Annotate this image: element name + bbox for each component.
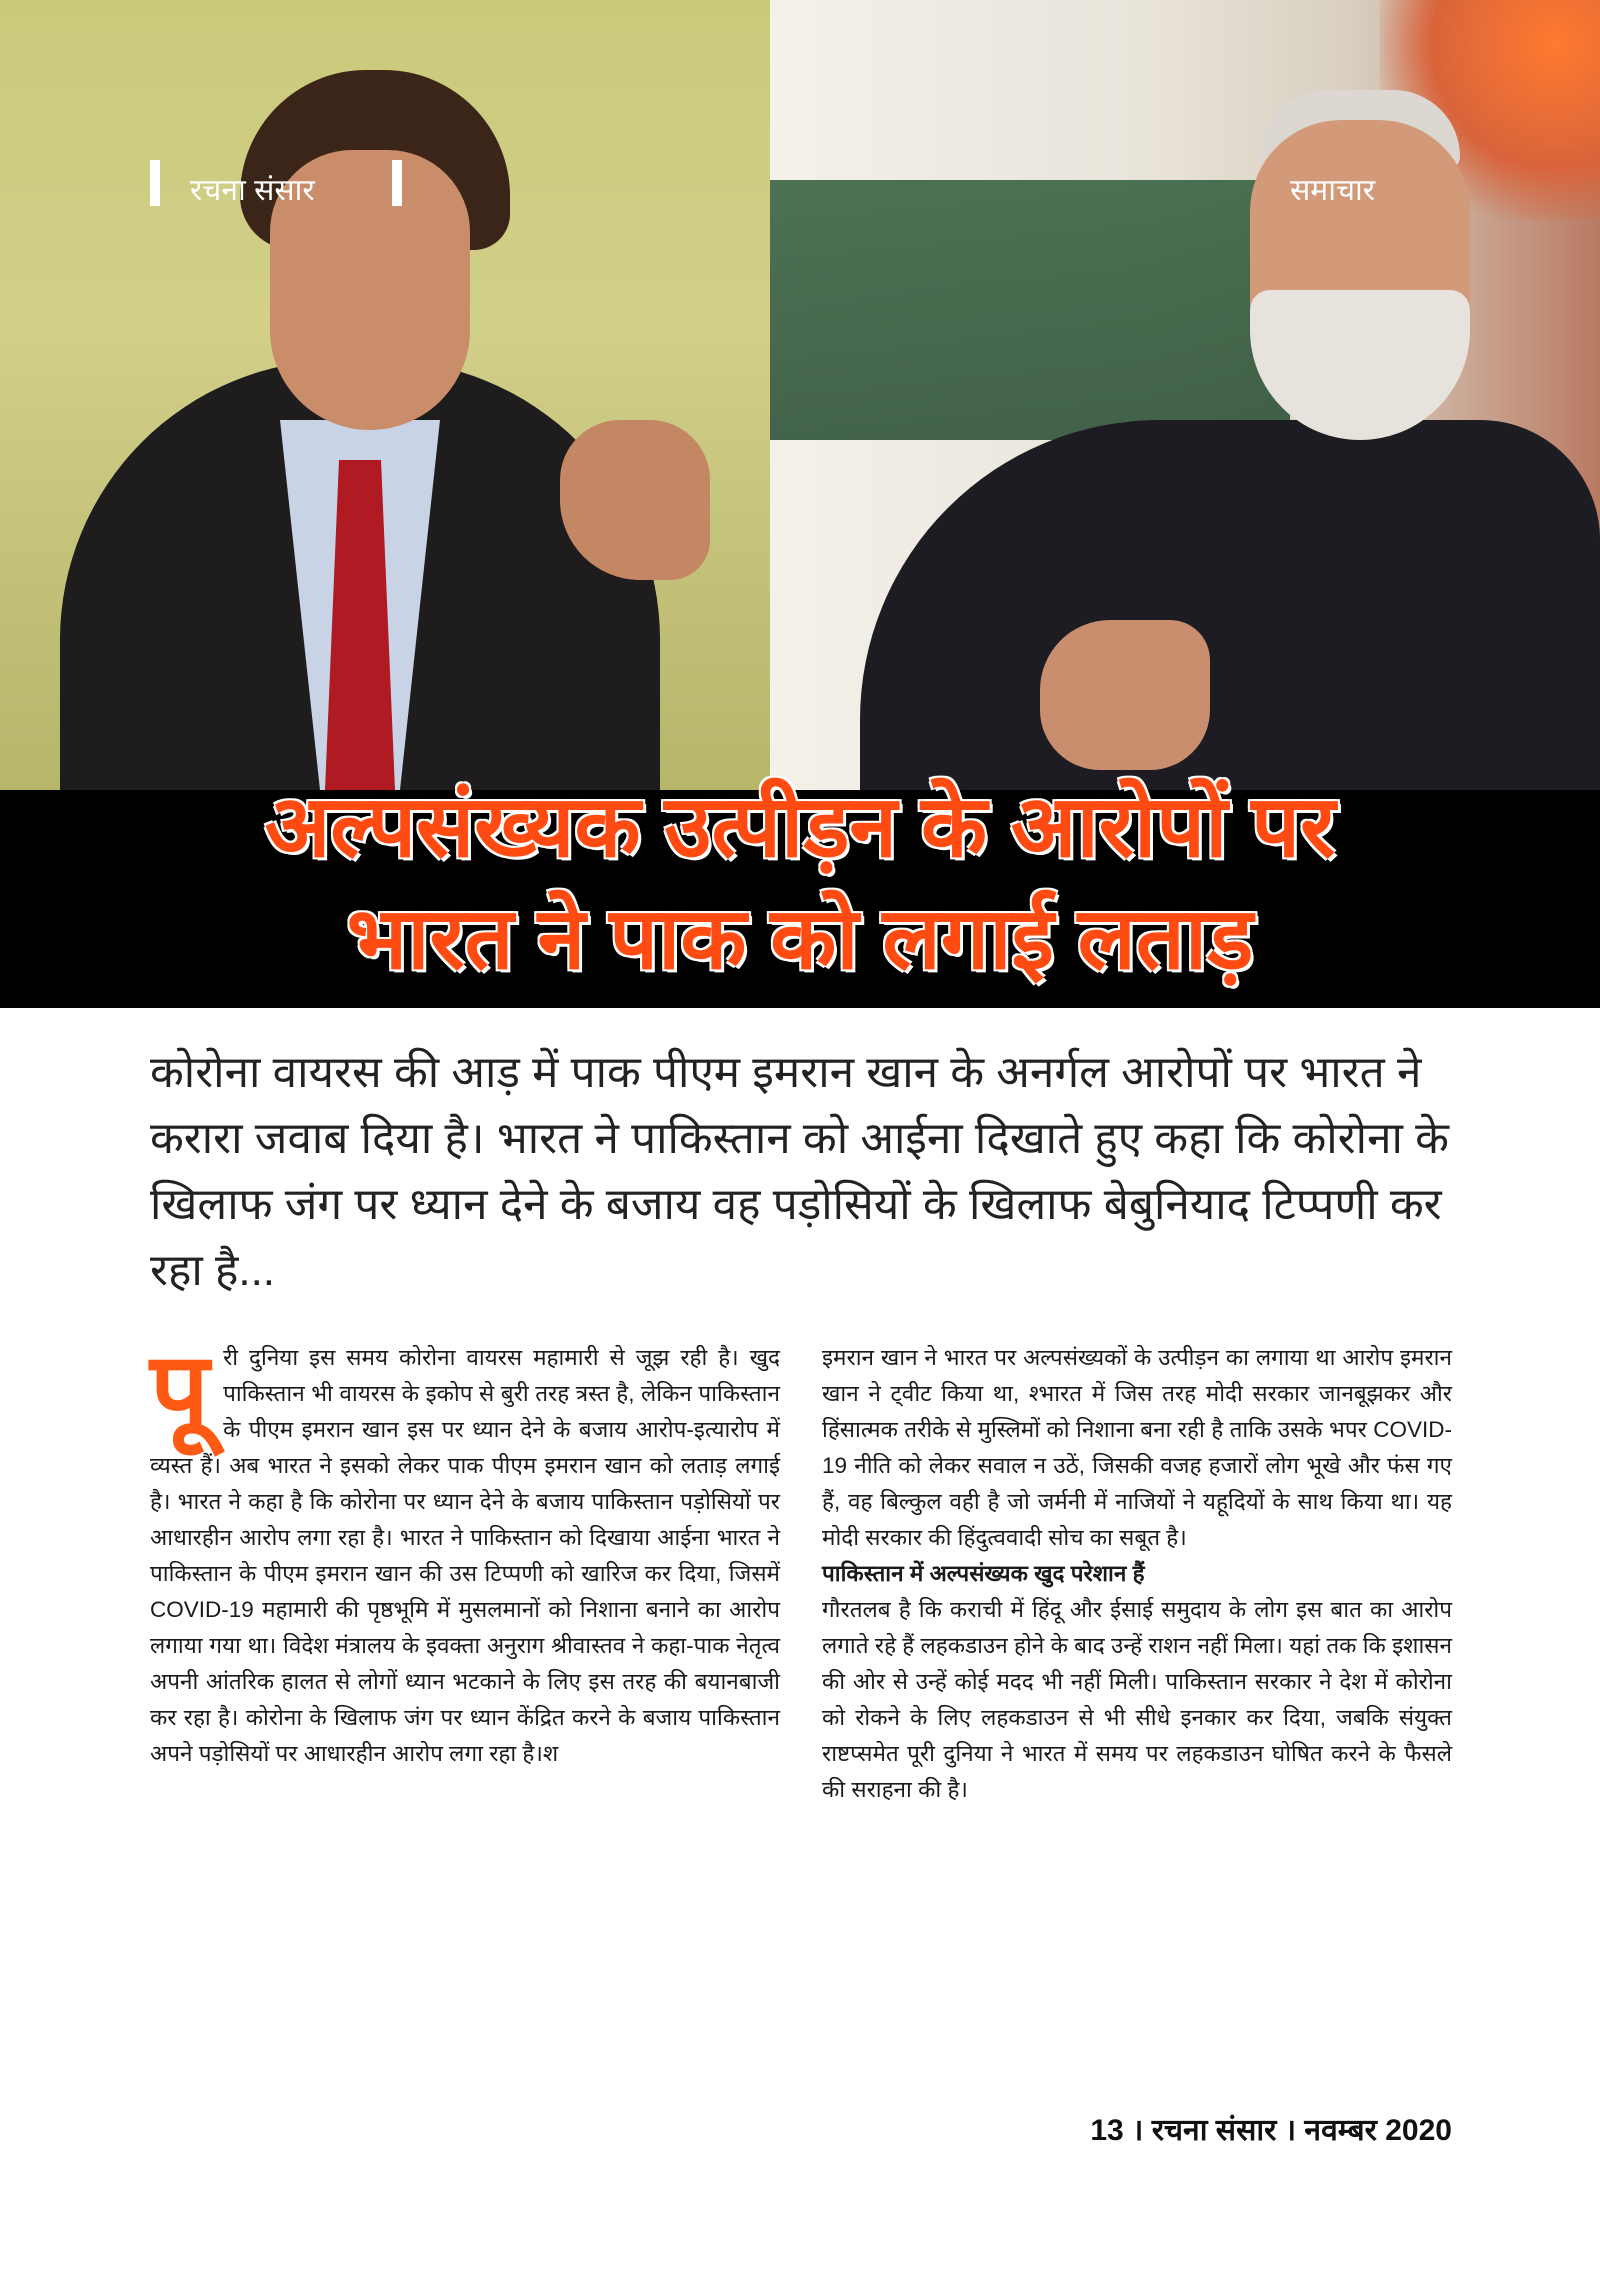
- section-label-left: रचना संसार: [190, 174, 315, 207]
- right-figure-hand: [1040, 620, 1210, 770]
- article-column-right: [822, 1340, 1452, 1808]
- flag-green-band: [770, 180, 1290, 440]
- intro-deck: कोरोना वायरस की आड़ में पाक पीएम इमरान खान के अनर्गल आरोपों पर भारत ने करारा जवाब दिया है। भारत ने पाकिस्तान को आईना दिखाते हुए कहा कि कोरोना के खिलाफ जंग पर ध्यान देने के बजाय वह पड़ोसियों के खिलाफ बेबुनियाद टिप्पणी कर रहा है...: [150, 1048, 1449, 1295]
- headline-line-2: भारत ने पाक को लगाई लताड़: [346, 891, 1254, 987]
- section-bar-right: [392, 160, 402, 206]
- page-footer: 13 । रचना संसार । नवम्बर 2020: [1090, 2114, 1452, 2147]
- dropcap: पू: [150, 1333, 210, 1449]
- right-column-subhead: पाकिस्तान में अल्पसंख्यक खुद परेशान हैं: [822, 1561, 1145, 1586]
- hero-photo: [0, 0, 1600, 790]
- left-figure-hand: [560, 420, 710, 580]
- section-label-right: समाचार: [1290, 174, 1376, 207]
- section-bar-left: [150, 160, 160, 206]
- headline-line-1: अल्पसंख्यक उत्पीड़न के आरोपों पर: [264, 779, 1336, 875]
- article-column-left: [150, 1333, 780, 1772]
- right-column-paragraph-2: गौरतलब है कि कराची में हिंदू और ईसाई समुदाय के लोग इस बात का आरोप लगाते रहे हैं लहकडाउन होने के बाद उन्हें राशन नहीं मिला। यहां तक कि इशासन की ओर से उन्हें कोई मदद भी नहीं मिली। पाकिस्तान सरकार ने देश में कोरोना को रोकने के लिए लहकडाउन से भी सीधे इनकार कर दिया, जबकि संयुक्त राष्टप्समेत पूरी दुनिया ने भारत में समय पर लहकडाउन घोषित करने के फैसले की सराहना की है।: [822, 1597, 1452, 1802]
- left-column-text: री दुनिया इस समय कोरोना वायरस महामारी से जूझ रही है। खुद पाकिस्तान भी वायरस के इकोप से बुरी तरह त्रस्त है, लेकिन पाकिस्तान के पीएम इमरान खान इस पर ध्यान देने के बजाय आरोप-इत्यारोप में व्यस्त हैं। अब भारत ने इसको लेकर पाक पीएम इमरान खान को लताड़ लगाई है। भारत ने कहा है कि कोरोना पर ध्यान देने के बजाय पाकिस्तान पड़ोसियों पर आधारहीन आरोप लगा रहा है। भारत ने पाकिस्तान को दिखाया आईना भारत ने पाकिस्तान के पीएम इमरान खान की उस टिप्पणी को खारिज कर दिया, जिसमें COVID-19 महामारी की पृष्ठभूमि में मुसलमानों को निशाना बनाने का आरोप लगाया गया था। विदेश मंत्रालय के इवक्ता अनुराग श्रीवास्तव ने कहा-पाक नेतृत्व अपनी आंतरिक हालत से लोगों ध्यान भटकाने के लिए इस तरह की बयानबाजी कर रहा है। कोरोना के खिलाफ जंग पर ध्यान केंद्रित करने के बजाय पाकिस्तान अपने पड़ोसियों पर आधारहीन आरोप लगा रहा है।श: [150, 1345, 780, 1766]
- right-column-paragraph-1: इमरान खान ने भारत पर अल्पसंख्यकों के उत्पीड़न का लगाया था आरोप इमरान खान ने ट्वीट किया था, श्भारत में जिस तरह मोदी सरकार जानबूझकर और हिंसात्मक तरीके से मुस्लिमों को निशाना बना रही है ताकि उसके भपर COVID-19 नीति को लेकर सवाल न उठें, जिसकी वजह हजारों लोग भूखे और फंस गए हैं, वह बिल्कुल वही है जो जर्मनी में नाजियों ने यहूदियों के साथ किया था। यह मोदी सरकार की हिंदुत्ववादी सोच का सबूत है।: [822, 1345, 1452, 1550]
